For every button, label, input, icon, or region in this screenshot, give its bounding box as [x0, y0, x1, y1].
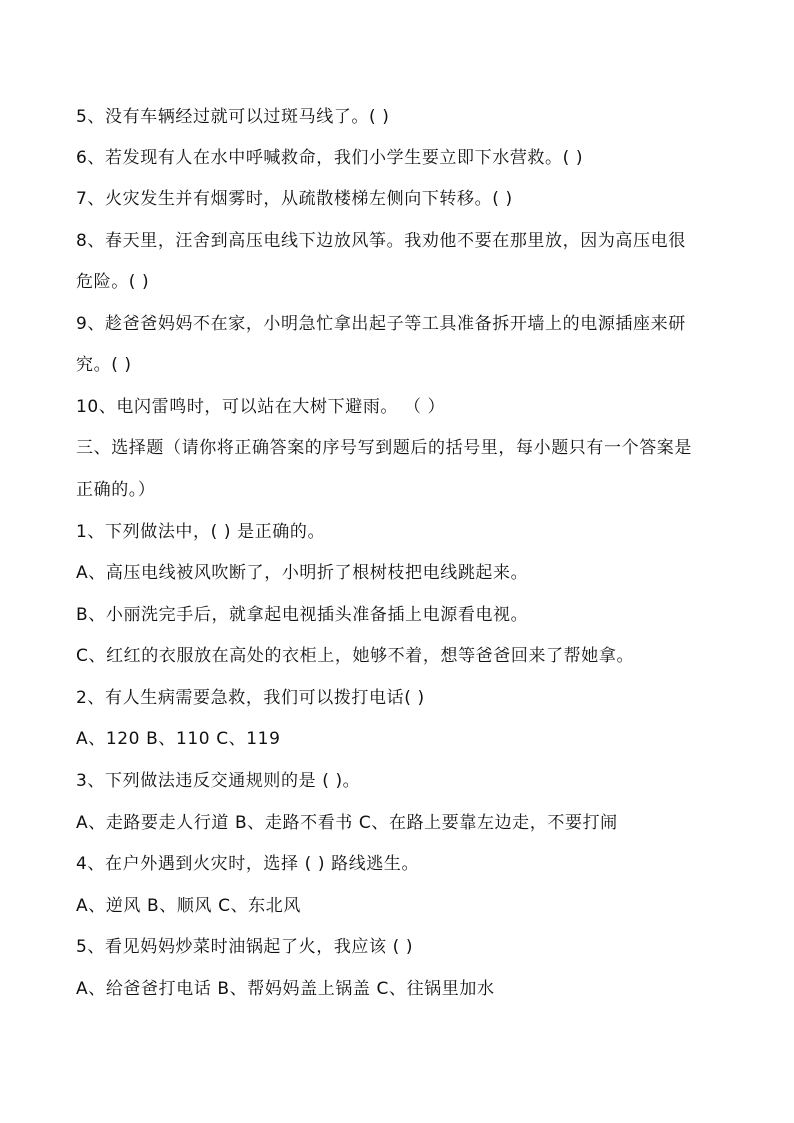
true-false-item-5: 5、没有车辆经过就可以过斑马线了。( ) — [76, 107, 390, 127]
choice-question-3: 3、下列做法违反交通规则的是 ( )。 — [76, 771, 361, 791]
true-false-item-9-line-2: 究。( ) — [76, 355, 132, 375]
true-false-item-8-line-1: 8、春天里，汪舍到高压电线下边放风筝。我劝他不要在那里放，因为高压电很 — [76, 231, 686, 251]
choice-question-5-options: A、给爸爸打电话 B、帮妈妈盖上锅盖 C、往锅里加水 — [76, 979, 495, 999]
choice-question-3-options: A、走路要走人行道 B、走路不看书 C、在路上要靠左边走，不要打闹 — [76, 813, 618, 833]
true-false-item-9-line-1: 9、趁爸爸妈妈不在家，小明急忙拿出起子等工具准备拆开墙上的电源插座来研 — [76, 314, 686, 334]
choice-question-4-options: A、逆风 B、顺风 C、东北风 — [76, 896, 301, 916]
choice-question-5: 5、看见妈妈炒菜时油锅起了火，我应该 ( ) — [76, 937, 414, 957]
section-3-heading-line-1: 三、选择题（请你将正确答案的序号写到题后的括号里，每小题只有一个答案是 — [76, 438, 692, 458]
choice-question-1-option-c: C、红红的衣服放在高处的衣柜上，她够不着，想等爸爸回来了帮她拿。 — [76, 646, 635, 666]
choice-question-4: 4、在户外遇到火灾时，选择 ( ) 路线逃生。 — [76, 854, 420, 874]
choice-question-2-options: A、120 B、110 C、119 — [76, 729, 281, 749]
choice-question-1-option-b: B、小丽洗完手后，就拿起电视插头准备插上电源看电视。 — [76, 605, 529, 625]
true-false-item-10: 10、电闪雷鸣时，可以站在大树下避雨。 （ ） — [76, 397, 446, 417]
choice-question-2: 2、有人生病需要急救，我们可以拨打电话( ) — [76, 688, 425, 708]
true-false-item-7: 7、火灾发生并有烟雾时，从疏散楼梯左侧向下转移。( ) — [76, 189, 513, 209]
choice-question-1: 1、下列做法中，( ) 是正确的。 — [76, 522, 326, 542]
true-false-item-8-line-2: 危险。( ) — [76, 272, 150, 292]
choice-question-1-option-a: A、高压电线被风吹断了，小明折了根树枝把电线跳起来。 — [76, 563, 529, 583]
section-3-heading-line-2: 正确的。） — [76, 480, 156, 500]
true-false-item-6: 6、若发现有人在水中呼喊救命，我们小学生要立即下水营救。( ) — [76, 148, 584, 168]
